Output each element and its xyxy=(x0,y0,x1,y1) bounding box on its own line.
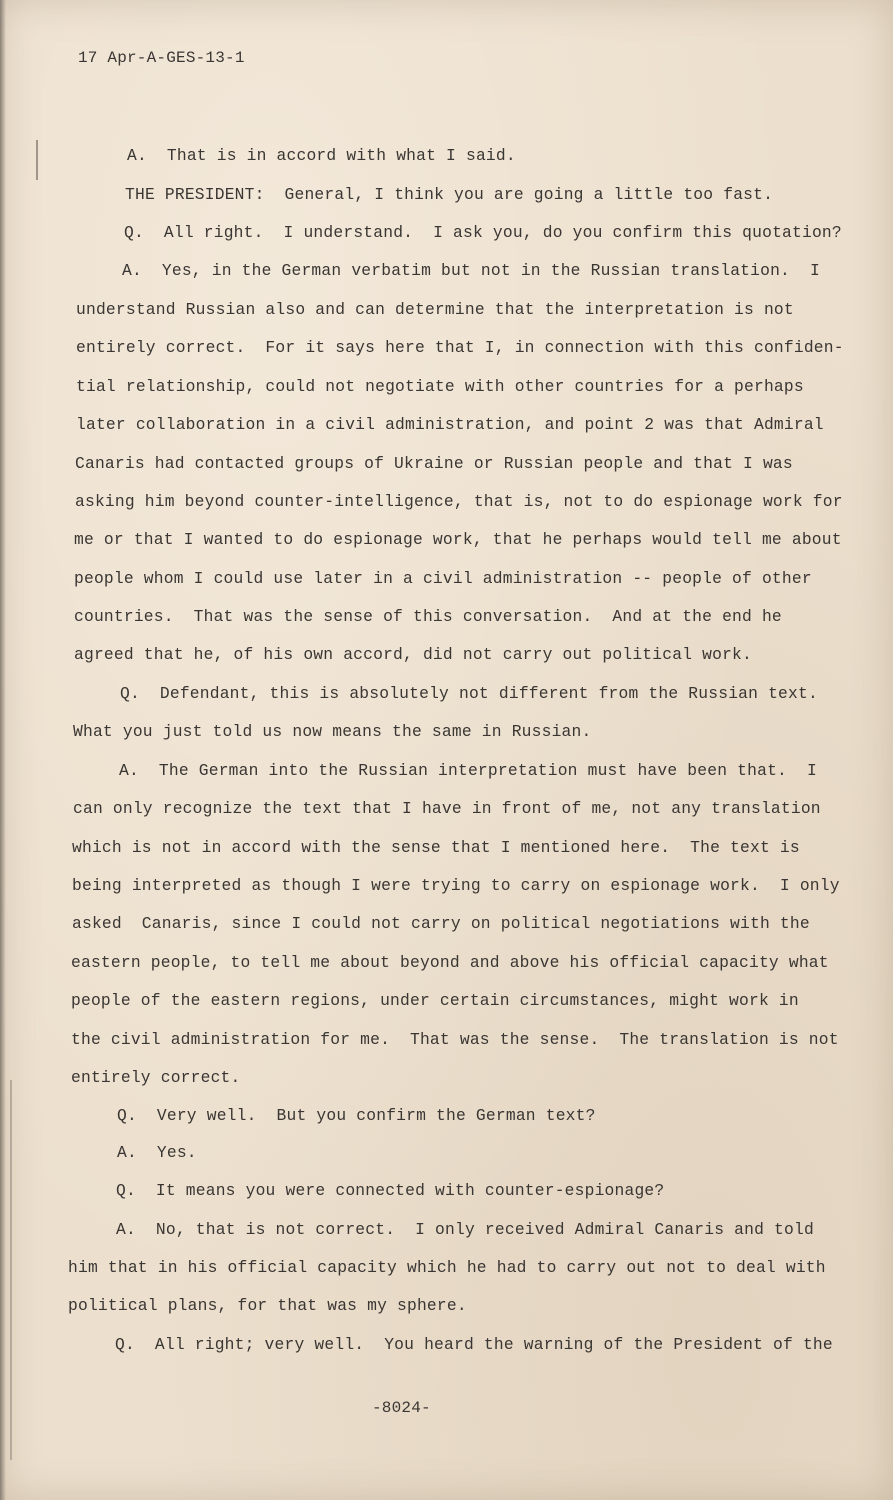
text-line: eastern people, to tell me about beyond and above his official capacity what xyxy=(71,953,829,972)
text-line: Q. Defendant, this is absolutely not different from the Russian text. xyxy=(120,684,818,703)
text-line: asked Canaris, since I could not carry on political negotiations with the xyxy=(72,914,810,933)
text-line: entirely correct. For it says here that I, in connection with this confiden- xyxy=(76,338,844,357)
text-line: Q. All right; very well. You heard the warning of the President of the xyxy=(115,1335,833,1354)
text-line: which is not in accord with the sense that I mentioned here. The text is xyxy=(72,838,800,857)
text-line: Canaris had contacted groups of Ukraine or Russian people and that I was xyxy=(75,454,793,473)
margin-mark xyxy=(10,1080,12,1460)
text-line: A. Yes. xyxy=(117,1143,197,1162)
text-line: A. Yes, in the German verbatim but not in the Russian translation. I xyxy=(122,261,820,280)
text-line: can only recognize the text that I have in front of me, not any translation xyxy=(73,799,821,818)
text-line: being interpreted as though I were trying to carry on espionage work. I only xyxy=(72,876,840,895)
text-line: the civil administration for me. That was the sense. The translation is not xyxy=(71,1030,839,1049)
text-line: people of the eastern regions, under certain circumstances, might work in xyxy=(71,991,799,1010)
text-line: countries. That was the sense of this conversation. And at the end he xyxy=(74,607,782,626)
text-line: asking him beyond counter-intelligence, that is, not to do espionage work for xyxy=(75,492,843,511)
text-line: later collaboration in a civil administration, and point 2 was that Admiral xyxy=(76,415,824,434)
text-line: him that in his official capacity which he had to carry out not to deal with xyxy=(68,1258,826,1277)
text-line: A. That is in accord with what I said. xyxy=(127,146,516,165)
text-line: agreed that he, of his own accord, did not carry out political work. xyxy=(74,645,752,664)
text-line: A. The German into the Russian interpretation must have been that. I xyxy=(119,761,817,780)
text-line: political plans, for that was my sphere. xyxy=(68,1296,467,1315)
text-line: Q. All right. I understand. I ask you, do you confirm this quotation? xyxy=(124,223,842,242)
page-left-edge xyxy=(0,0,6,1500)
text-line: people whom I could use later in a civil administration -- people of other xyxy=(74,569,812,588)
text-line: tial relationship, could not negotiate with other countries for a perhaps xyxy=(76,377,804,396)
text-line: Q. It means you were connected with counter-espionage? xyxy=(116,1181,665,1200)
page-number: -8024- xyxy=(372,1399,431,1417)
text-line: THE PRESIDENT: General, I think you are going a little too fast. xyxy=(125,185,774,204)
text-line: Q. Very well. But you confirm the German text? xyxy=(117,1106,596,1125)
margin-mark xyxy=(36,140,38,180)
text-line: entirely correct. xyxy=(71,1068,241,1087)
text-line: understand Russian also and can determine that the interpretation is not xyxy=(76,300,794,319)
text-line: me or that I wanted to do espionage work, that he perhaps would tell me about xyxy=(74,530,842,549)
document-header-id: 17 Apr-A-GES-13-1 xyxy=(78,49,245,67)
text-line: A. No, that is not correct. I only received Admiral Canaris and told xyxy=(116,1220,814,1239)
text-line: What you just told us now means the same in Russian. xyxy=(73,722,592,741)
